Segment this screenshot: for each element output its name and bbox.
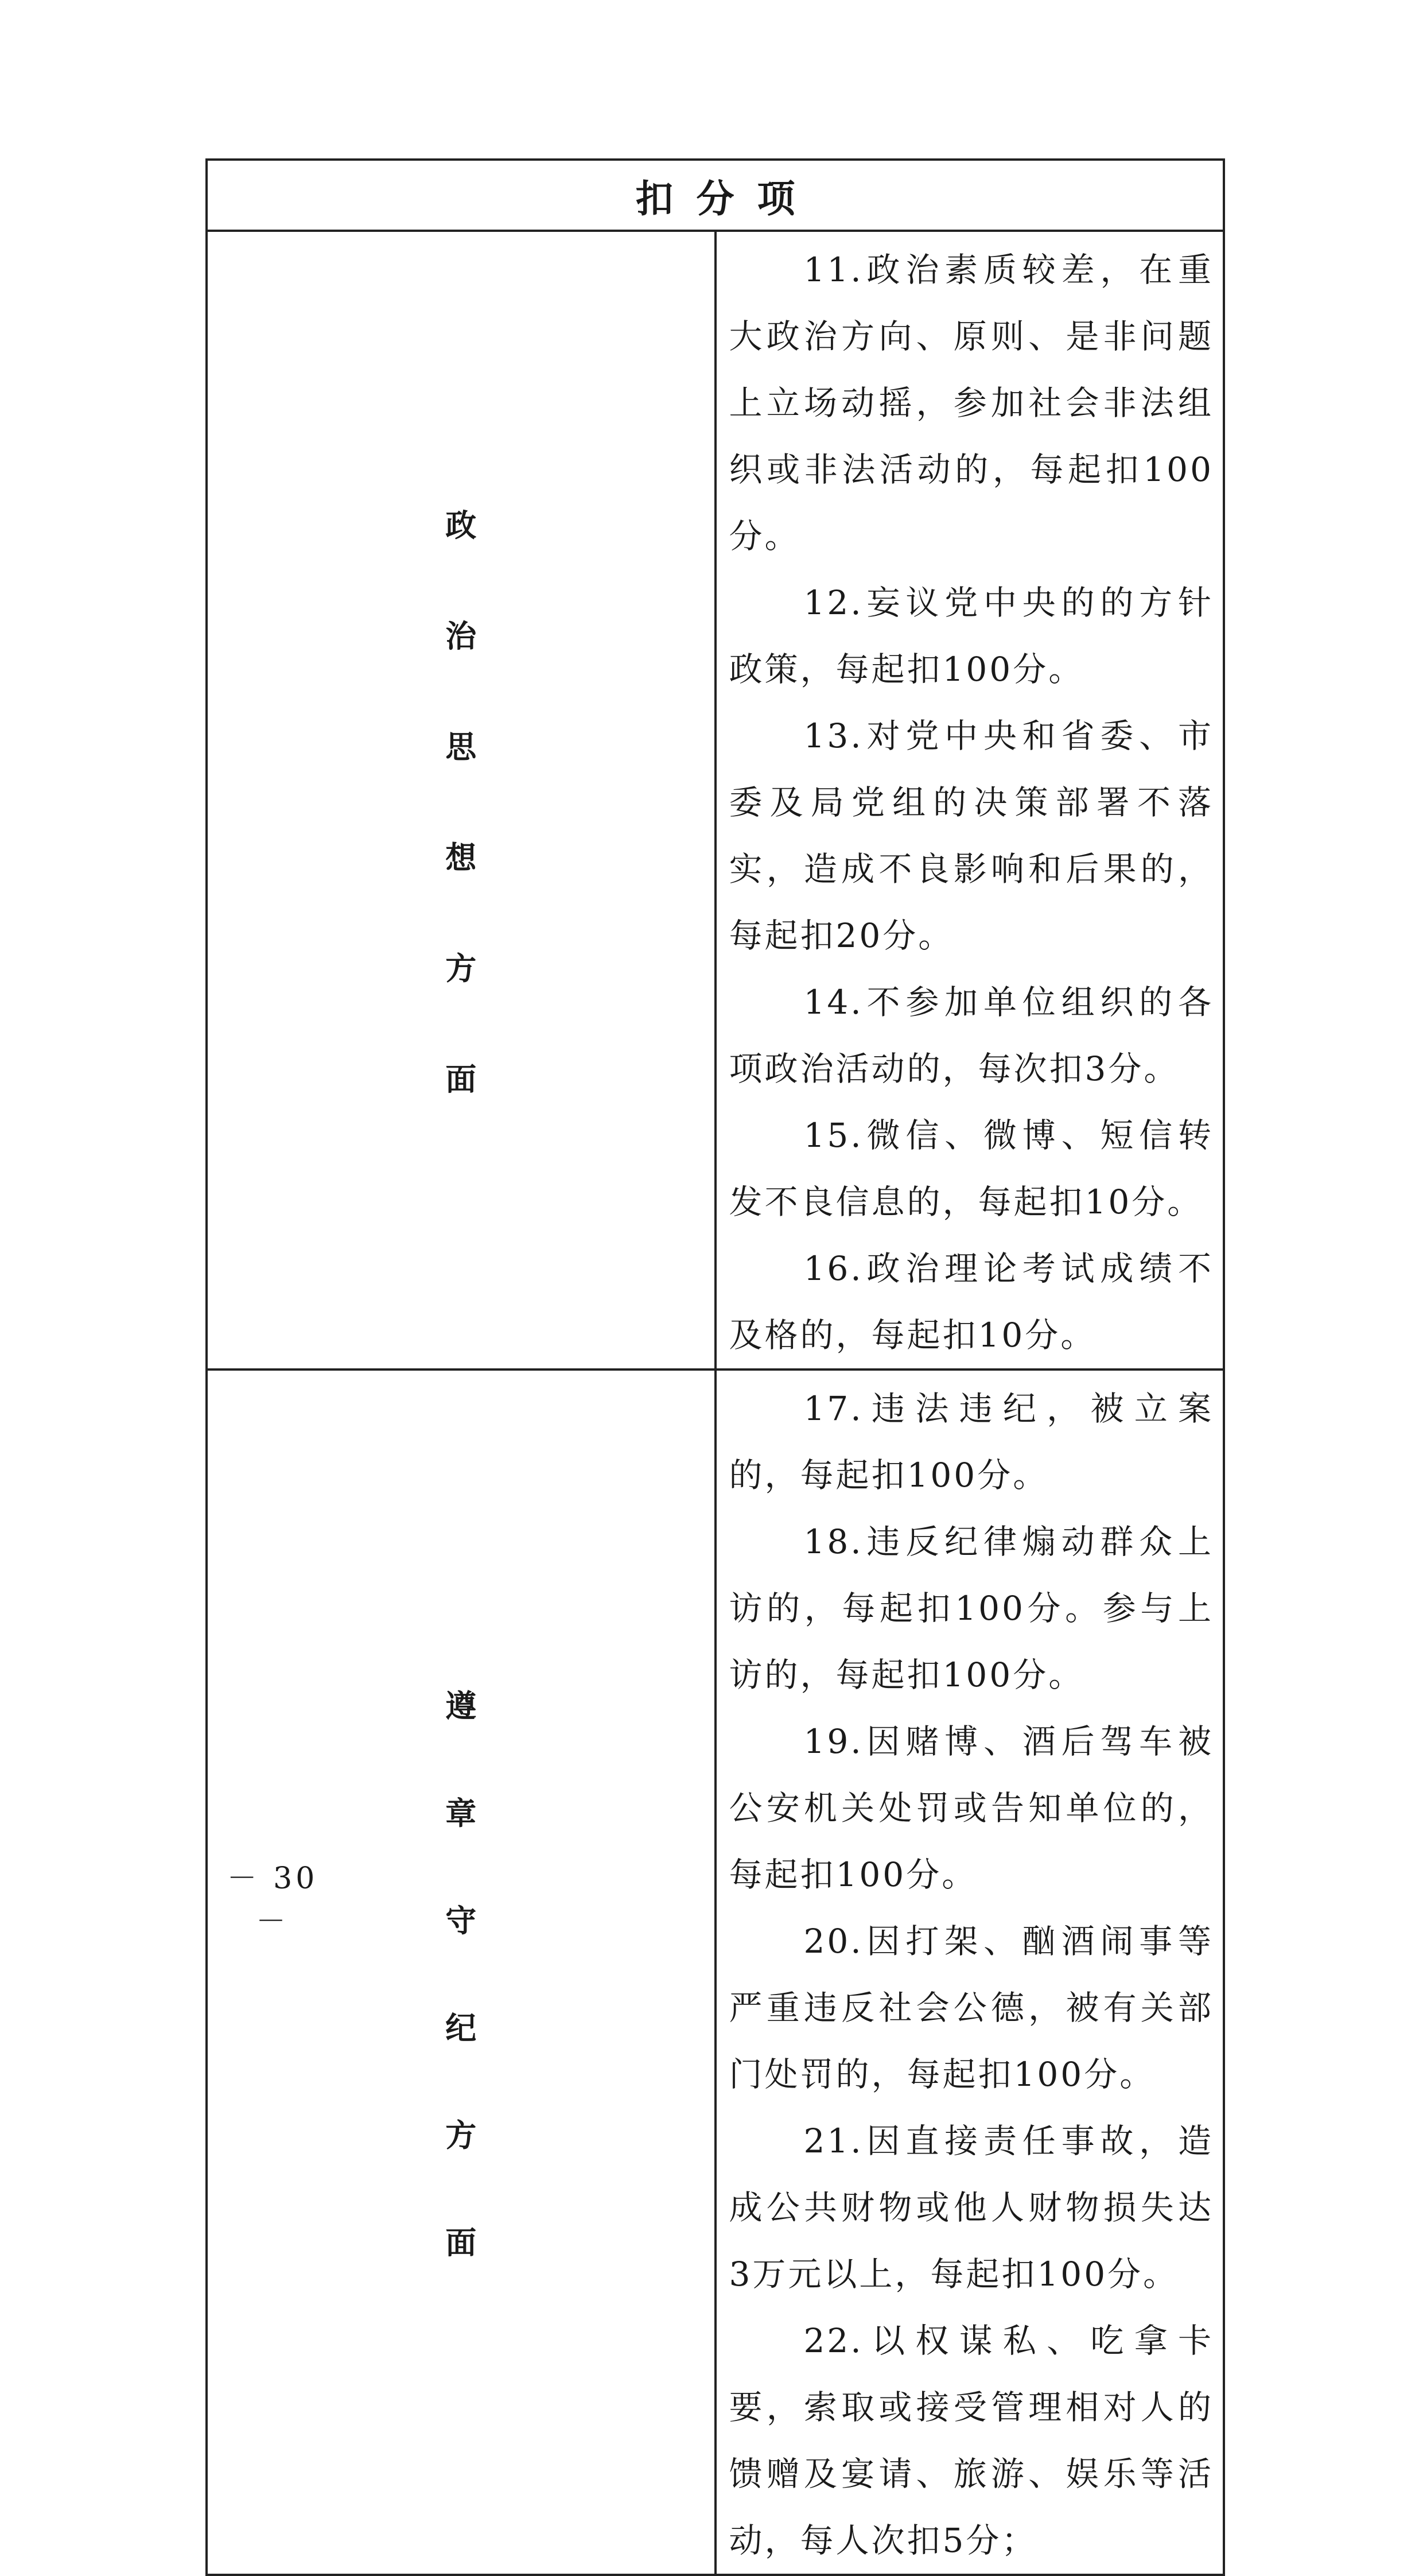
page-number: － 30 － [227, 1861, 318, 1939]
category-political [207, 231, 716, 1370]
section-discipline-row [207, 1370, 1224, 2575]
category-char: 思 [445, 728, 477, 765]
category-char: 政 [445, 507, 477, 544]
deduction-item: 22.以权谋私、吃拿卡要，索取或接受管理相对人的馈赠及宴请、旅游、娱乐等活动，每人次扣5分； [729, 2321, 1214, 2560]
category-char: 面 [445, 1061, 477, 1097]
category-char: 想 [445, 839, 477, 876]
deduction-table [205, 158, 1225, 2576]
category-char: 面 [445, 2224, 477, 2261]
deduction-item: 14.不参加单位组织的各项政治活动的，每次扣3分。 [729, 983, 1214, 1088]
deduction-item: 12.妄议党中央的的方针政策，每起扣100分。 [729, 583, 1214, 689]
section-political-row [207, 231, 1224, 1370]
category-char: 章 [445, 1795, 477, 1832]
deduction-item: 21.因直接责任事故，造成公共财物或他人财物损失达3万元以上，每起扣100分。 [729, 2121, 1214, 2294]
category-char: 遵 [445, 1687, 477, 1724]
deduction-item: 18.违反纪律煽动群众上访的，每起扣100分。参与上访的，每起扣100分。 [729, 1522, 1214, 1694]
deduction-item: 13.对党中央和省委、市委及局党组的决策部署不落实，造成不良影响和后果的，每起扣20分。 [729, 716, 1214, 955]
category-char: 纪 [445, 2009, 477, 2046]
category-discipline [207, 1370, 716, 2575]
items-political [716, 231, 1224, 1370]
deduction-item: 17.违法违纪，被立案的，每起扣100分。 [729, 1389, 1214, 1495]
table-header-row [207, 160, 1224, 231]
deduction-item: 15.微信、微博、短信转发不良信息的，每起扣10分。 [729, 1116, 1214, 1221]
category-char: 治 [445, 618, 477, 654]
items-discipline [716, 1370, 1224, 2575]
category-char: 方 [445, 950, 477, 987]
table-header-text: 扣分项 [635, 176, 818, 221]
deduction-item: 20.因打架、酗酒闹事等严重违反社会公德，被有关部门处罚的，每起扣100分。 [729, 1922, 1214, 2094]
deduction-item: 16.政治理论考试成绩不及格的，每起扣10分。 [729, 1249, 1214, 1355]
category-char: 守 [445, 1902, 477, 1939]
deduction-item: 19.因赌博、酒后驾车被公安机关处罚或告知单位的，每起扣100分。 [729, 1722, 1214, 1894]
table-header [207, 160, 1224, 231]
deduction-item: 11.政治素质较差，在重大政治方向、原则、是非问题上立场动摇，参加社会非法组织或非法活动的，每起扣100分。 [729, 250, 1214, 556]
category-char: 方 [445, 2117, 477, 2154]
